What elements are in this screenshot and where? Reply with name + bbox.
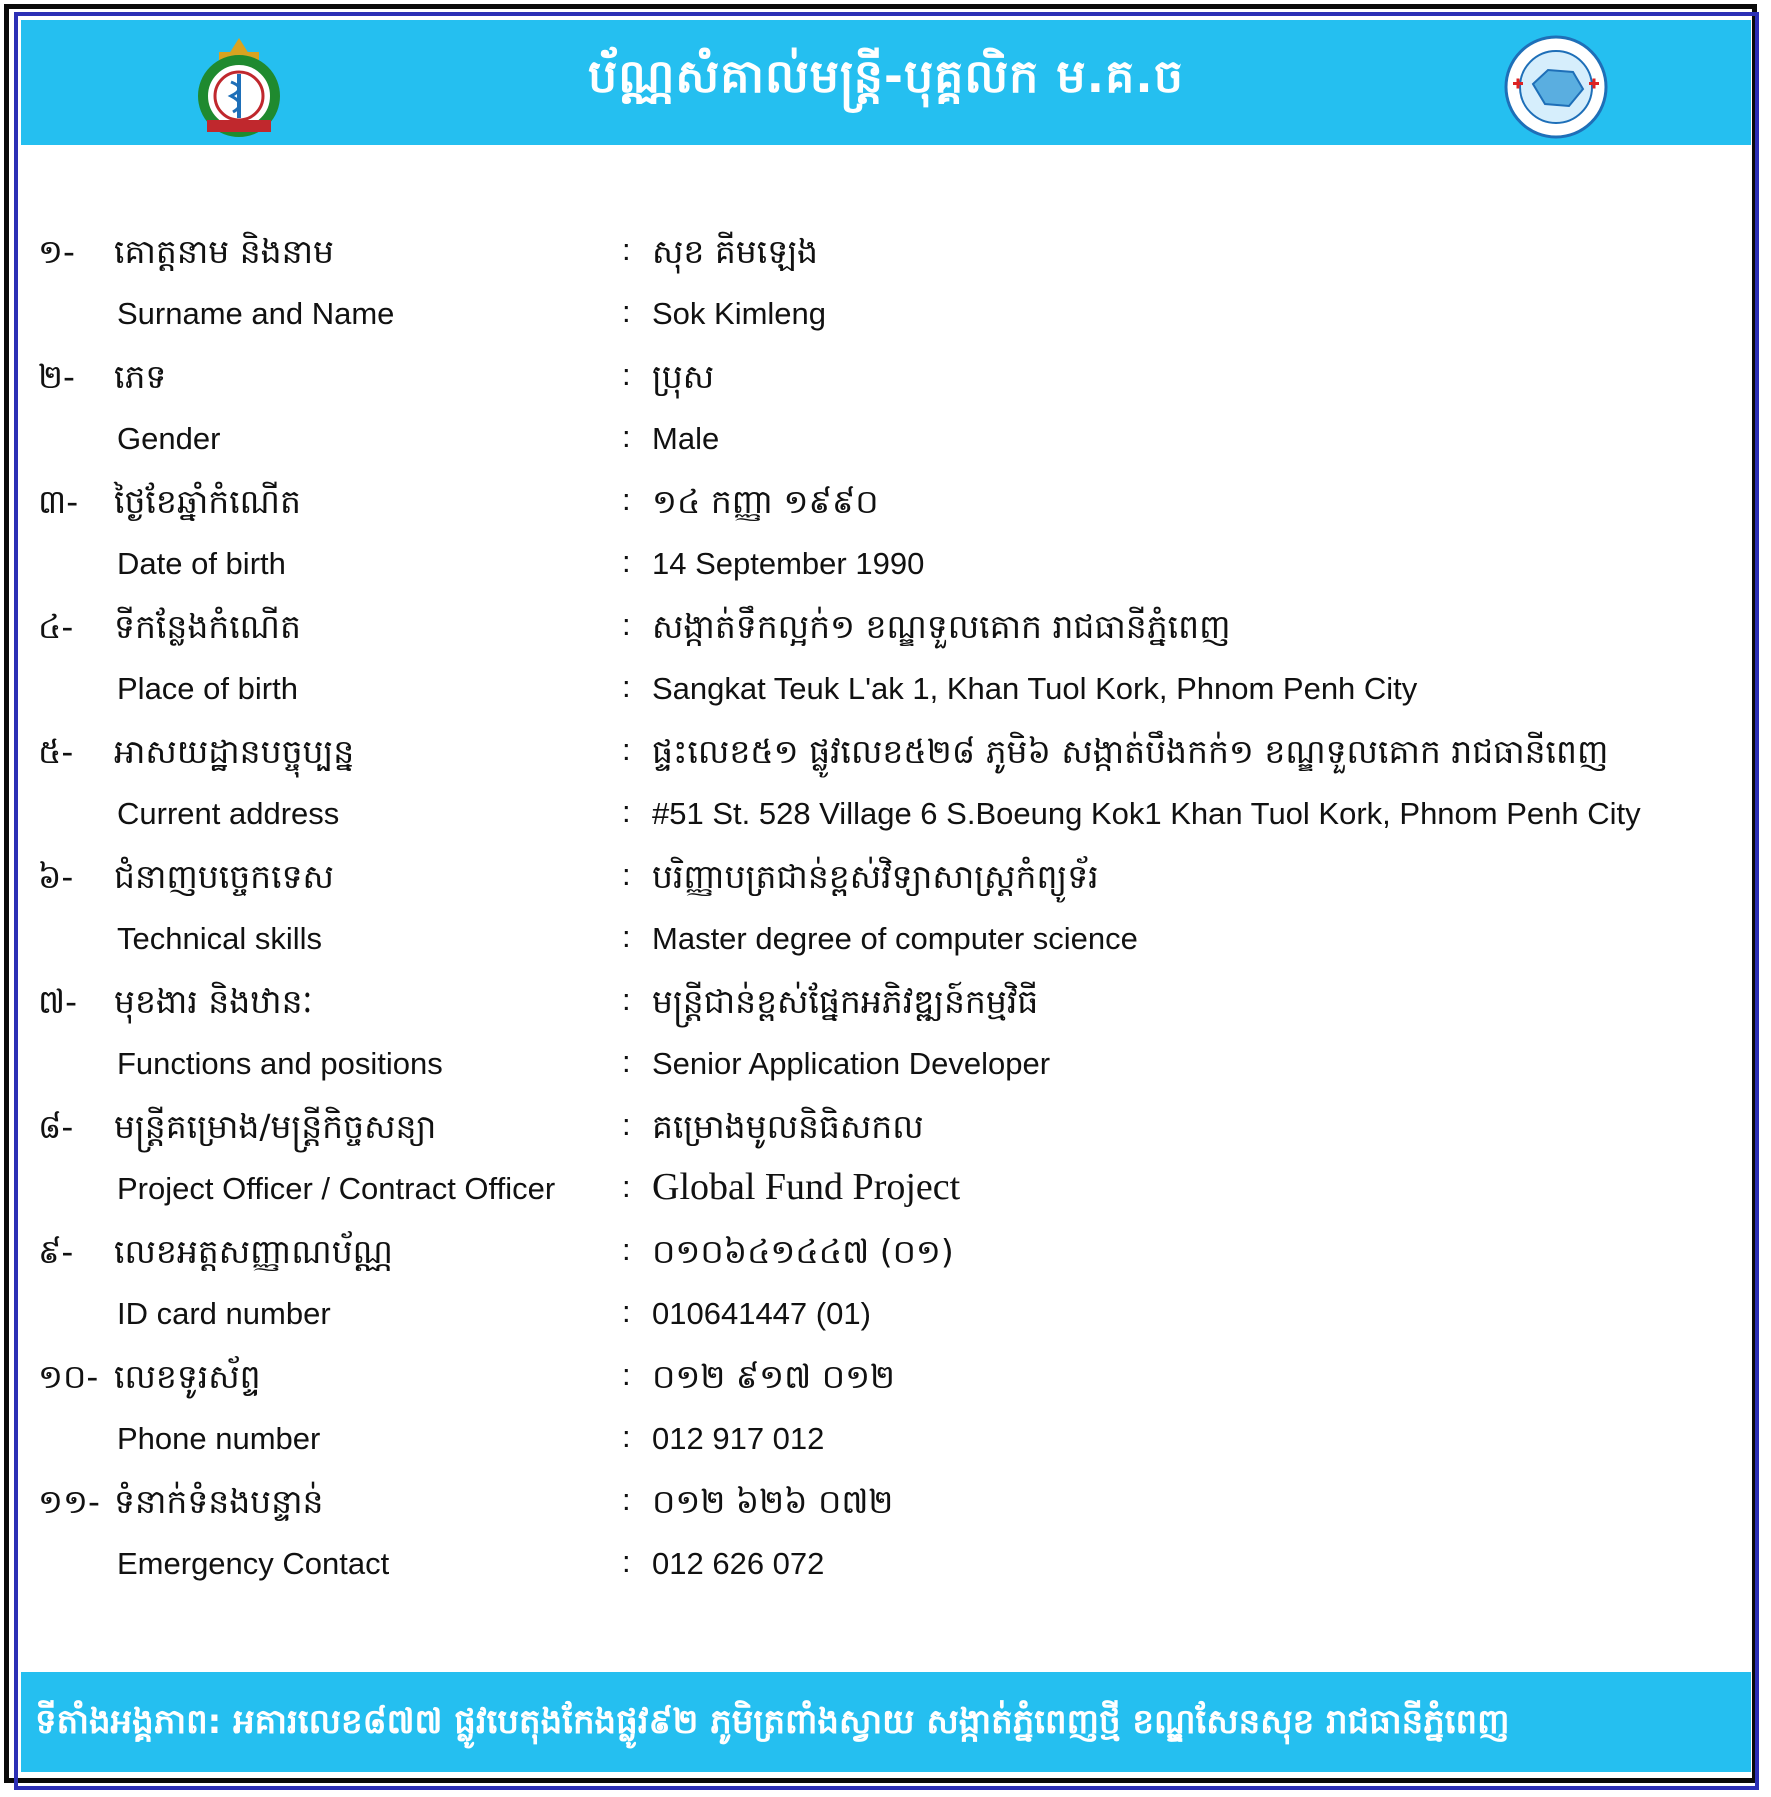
field-value-en: #51 St. 528 Village 6 S.Boeung Kok1 Khan Tuol Kork, Phnom Penh City	[652, 796, 1641, 831]
field-colon: :	[622, 1544, 631, 1579]
field-label-en: Technical skills	[117, 921, 323, 956]
field-row-en	[0, 544, 1771, 594]
field-number: ៥-	[38, 732, 74, 771]
field-value-en: 012 917 012	[652, 1421, 825, 1456]
field-value-en: 010641447 (01)	[652, 1296, 871, 1331]
field-row-km	[0, 1107, 1771, 1157]
field-colon: :	[622, 1294, 631, 1329]
field-colon: :	[622, 1482, 631, 1517]
field-label-en: Gender	[117, 421, 221, 456]
field-row-en	[0, 1544, 1771, 1594]
field-label-en: Place of birth	[117, 671, 298, 706]
field-row-km	[0, 1232, 1771, 1282]
field-label-km: ភេទ	[114, 357, 167, 396]
field-row-en	[0, 1294, 1771, 1344]
field-number: ៩-	[38, 1232, 74, 1271]
field-number: ៣-	[38, 482, 79, 521]
field-label-en: Phone number	[117, 1421, 321, 1456]
field-colon: :	[622, 1357, 631, 1392]
field-colon: :	[622, 232, 631, 267]
field-colon: :	[622, 732, 631, 767]
header-banner	[21, 20, 1751, 145]
field-label-km: មុខងារ និងឋានៈ	[114, 982, 313, 1021]
field-number: ៤-	[38, 607, 74, 646]
field-number: ៨-	[38, 1107, 74, 1146]
field-colon: :	[622, 857, 631, 892]
field-number: ១១-	[38, 1482, 100, 1521]
field-colon: :	[622, 357, 631, 392]
field-colon: :	[622, 419, 631, 454]
card-title: ប័ណ្ណសំគាល់មន្ត្រី-បុគ្គលិក ម.គ.ច	[588, 49, 1184, 103]
field-row-km	[0, 232, 1771, 282]
field-label-km: ទំនាក់ទំនងបន្ទាន់	[114, 1482, 324, 1521]
field-value-km: ផ្ទះលេខ៥១ ផ្លូវលេខ៥២៨ ភូមិ៦ សង្កាត់បឹងកក់១ ខណ្ឌទួលគោក រាជធានីពេញ	[652, 732, 1609, 771]
field-row-en	[0, 1166, 1771, 1219]
field-number: ៦-	[38, 857, 74, 896]
field-colon: :	[622, 482, 631, 517]
field-value-km: ប្រុស	[652, 357, 715, 396]
field-value-km: ០១០៦៤១៤៤៧ (០១)	[652, 1232, 954, 1271]
field-colon: :	[622, 794, 631, 829]
field-value-en: Male	[652, 421, 720, 456]
field-row-en	[0, 1419, 1771, 1469]
field-colon: :	[622, 919, 631, 954]
field-row-km	[0, 1482, 1771, 1532]
footer-banner	[21, 1672, 1751, 1772]
field-label-en: Date of birth	[117, 546, 286, 581]
field-value-en: Master degree of computer science	[652, 921, 1138, 956]
field-label-en: Project Officer / Contract Officer	[117, 1171, 556, 1206]
field-colon: :	[622, 1107, 631, 1142]
field-number: ១០-	[38, 1357, 99, 1396]
field-row-en	[0, 1044, 1771, 1094]
field-row-en	[0, 669, 1771, 719]
field-row-km	[0, 732, 1771, 782]
field-value-km: សង្កាត់ទឹកល្អក់១ ខណ្ឌទួលគោក រាជធានីភ្នំពេញ	[652, 607, 1231, 646]
field-label-km: អាសយដ្ឋានបច្ចុប្បន្ន	[114, 732, 355, 771]
field-colon: :	[622, 1169, 631, 1204]
field-value-km: មន្ត្រីជាន់ខ្ពស់ផ្នែកអភិវឌ្ឍន៍កម្មវិធី	[652, 982, 1039, 1021]
field-value-km: បរិញ្ញាបត្រជាន់ខ្ពស់វិទ្យាសាស្ត្រកំព្យូទ័រ	[652, 857, 1099, 896]
field-row-km	[0, 982, 1771, 1032]
field-value-km: គម្រោងមូលនិធិសកល	[652, 1107, 924, 1146]
center-logo-icon	[1503, 34, 1609, 140]
field-label-km: គោត្តនាម និងនាម	[114, 232, 334, 271]
field-value-en: 012 626 072	[652, 1546, 825, 1581]
field-row-en	[0, 919, 1771, 969]
office-address: ទីតាំងអង្គភាព: អគារលេខ៨៧៧ ផ្លូវបេតុងកែងផ្លូវ៩២ ភូមិត្រពាំងស្វាយ សង្កាត់ភ្នំពេញថ្មី ខណ្ឌសែនសុខ រាជធានីភ្នំពេញ	[35, 1702, 1510, 1742]
field-row-en	[0, 294, 1771, 344]
field-row-km	[0, 357, 1771, 407]
field-label-km: លេខទូរស័ព្ទ	[114, 1357, 261, 1396]
field-value-en: Senior Application Developer	[652, 1046, 1051, 1081]
field-colon: :	[622, 1419, 631, 1454]
field-label-km: លេខអត្តសញ្ញាណប័ណ្ណ	[114, 1232, 393, 1271]
field-value-en: Sok Kimleng	[652, 296, 827, 331]
field-row-km	[0, 482, 1771, 532]
field-value-en: Global Fund Project	[652, 1166, 961, 1208]
field-label-km: ជំនាញបច្ចេកទេស	[114, 857, 334, 896]
field-value-km: ០១២ ៦២៦ ០៧២	[652, 1482, 894, 1521]
field-row-en	[0, 794, 1771, 844]
field-row-en	[0, 419, 1771, 469]
field-colon: :	[622, 1232, 631, 1267]
field-number: ២-	[38, 357, 75, 396]
field-value-en: 14 September 1990	[652, 546, 925, 581]
field-colon: :	[622, 982, 631, 1017]
field-label-km: មន្ត្រីគម្រោង/មន្ត្រីកិច្ចសន្យា	[114, 1107, 437, 1146]
field-row-km	[0, 607, 1771, 657]
field-value-en: Sangkat Teuk L'ak 1, Khan Tuol Kork, Phnom Penh City	[652, 671, 1418, 706]
field-label-en: Emergency Contact	[117, 1546, 390, 1581]
field-label-en: Functions and positions	[117, 1046, 443, 1081]
field-label-km: ទីកន្លែងកំណើត	[114, 607, 301, 646]
field-value-km: ១៤ កញ្ញា ១៩៩០	[652, 482, 879, 521]
field-number: ៧-	[38, 982, 77, 1021]
field-label-en: Surname and Name	[117, 296, 395, 331]
field-number: ១-	[38, 232, 75, 271]
field-label-en: ID card number	[117, 1296, 331, 1331]
field-row-km	[0, 1357, 1771, 1407]
field-colon: :	[622, 669, 631, 704]
field-value-km: ០១២ ៩១៧ ០១២	[652, 1357, 896, 1396]
field-colon: :	[622, 607, 631, 642]
field-value-km: សុខ គីមឡេង	[652, 232, 818, 271]
field-colon: :	[622, 294, 631, 329]
field-label-km: ថ្ងៃខែឆ្នាំកំណើត	[114, 482, 301, 521]
field-label-en: Current address	[117, 796, 340, 831]
field-colon: :	[622, 1044, 631, 1079]
field-row-km	[0, 857, 1771, 907]
field-colon: :	[622, 544, 631, 579]
